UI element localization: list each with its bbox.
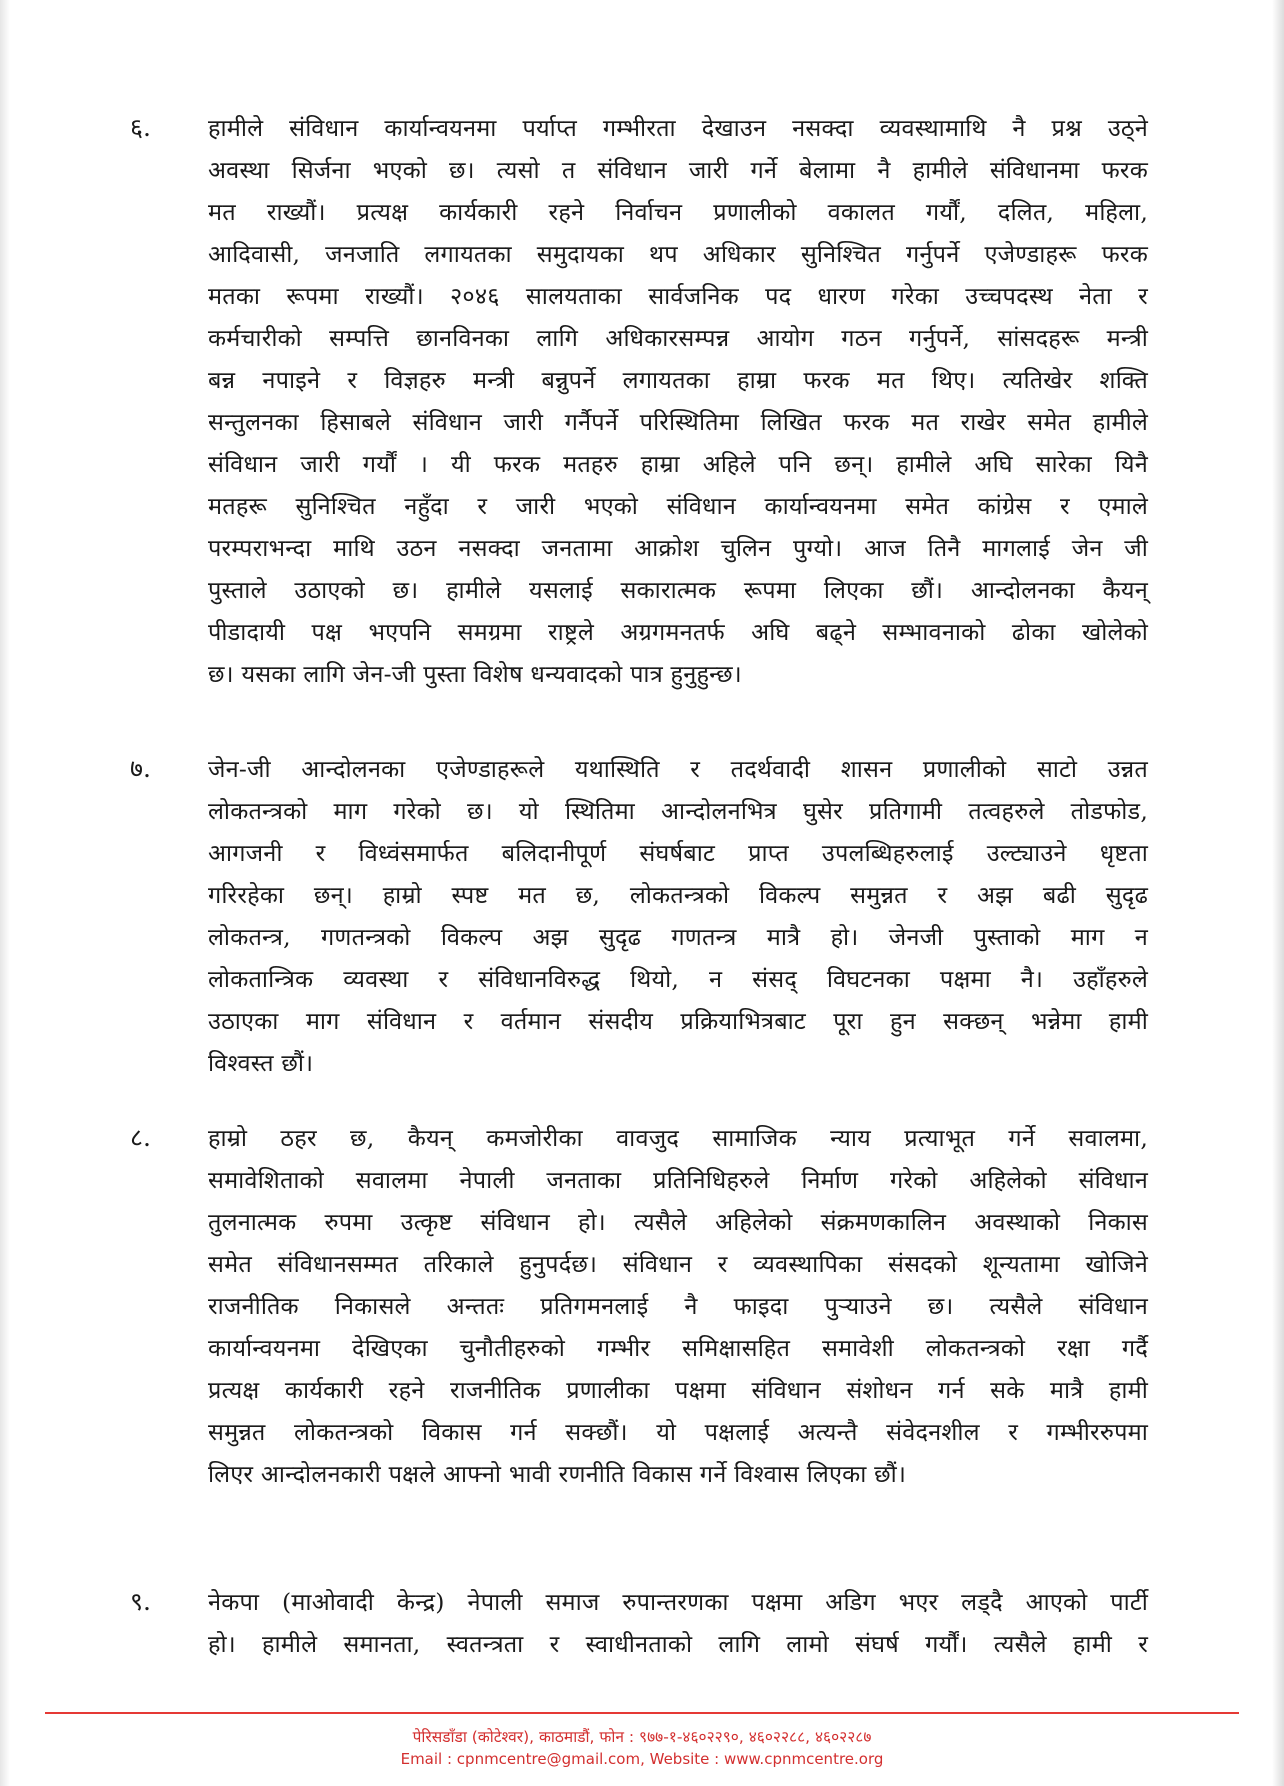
paragraph-line: समावेशिताको सवालमा नेपाली जनताका प्रतिनिधिहरुले निर्माण गरेको अहिलेको संविधान: [208, 1166, 1148, 1194]
paragraph-line: पुस्ताले उठाएको छ। हामीले यसलाई सकारात्मक रूपमा लिएका छौं। आन्दोलनका कैयन्: [208, 576, 1148, 604]
paragraph-line: अवस्था सिर्जना भएको छ। त्यसो त संविधान जारी गर्ने बेलामा नै हामीले संविधानमा फरक: [208, 156, 1148, 184]
paragraph-line: कर्मचारीको सम्पत्ति छानविनका लागि अधिकारसम्पन्न आयोग गठन गर्नुपर्ने, सांसदहरू मन्त्री: [208, 324, 1148, 352]
paragraph-line: लोकतन्त्र, गणतन्त्रको विकल्प अझ सुदृढ गणतन्त्र मात्रै हो। जेनजी पुस्ताको माग न: [208, 923, 1148, 951]
paragraph-line: जेन-जी आन्दोलनका एजेण्डाहरूले यथास्थिति र तदर्थवादी शासन प्रणालीको साटो उन्नत: [208, 755, 1148, 783]
section-paragraph: [208, 1117, 1148, 1495]
paragraph-line: लोकतन्त्रको माग गरेको छ। यो स्थितिमा आन्दोलनभित्र घुसेर प्रतिगामी तत्वहरुले तोडफोड,: [208, 797, 1148, 825]
paragraph-line: गरिरहेका छन्। हाम्रो स्पष्ट मत छ, लोकतन्त्रको विकल्प समुन्नत र अझ बढी सुदृढ: [208, 881, 1148, 909]
letterhead-footer: [0, 1726, 1284, 1770]
paragraph-line: नेकपा (माओवादी केन्द्र) नेपाली समाज रुपान्तरणका पक्षमा अडिग भएर लड्दै आएको पार्टी: [208, 1588, 1148, 1616]
paragraph-line: समुन्नत लोकतन्त्रको विकास गर्न सक्छौं। यो पक्षलाई अत्यन्तै संवेदनशील र गम्भीररुपमा: [208, 1418, 1148, 1446]
paragraph-line: बन्न नपाइने र विज्ञहरु मन्त्री बन्नुपर्ने लगायतका हाम्रा फरक मत थिए। त्यतिखेर शक्ति: [208, 366, 1148, 394]
paragraph-line: लोकतान्त्रिक व्यवस्था र संविधानविरुद्ध थियो, न संसद् विघटनका पक्षमा नै। उहाँहरुले: [208, 965, 1148, 993]
paragraph-line: आगजनी र विध्वंसमार्फत बलिदानीपूर्ण संघर्षबाट प्राप्त उपलब्धिहरुलाई उल्ट्याउने धृष्टता: [208, 839, 1148, 867]
paragraph-line: हाम्रो ठहर छ, कैयन् कमजोरीका वावजुद सामाजिक न्याय प्रत्याभूत गर्ने सवालमा,: [208, 1124, 1148, 1152]
footer-contact: Email : cpnmcentre@gmail.com, Website : www.cpnmcentre.org: [400, 1750, 884, 1768]
paragraph-line: परम्पराभन्दा माथि उठन नसक्दा जनतामा आक्रोश चुलिन पुग्यो। आज तिनै मागलाई जेन जी: [208, 534, 1148, 562]
paragraph-line: लिएर आन्दोलनकारी पक्षले आफ्नो भावी रणनीति विकास गर्ने विश्वास लिएका छौं।: [208, 1460, 907, 1488]
section-number: ९.: [130, 1587, 151, 1616]
paragraph-line: हामीले संविधान कार्यान्वयनमा पर्याप्त गम्भीरता देखाउन नसक्दा व्यवस्थामाथि नै प्रश्न उठ्ने: [208, 114, 1148, 142]
paragraph-line: समेत संविधानसम्मत तरिकाले हुनुपर्दछ। संविधान र व्यवस्थापिका संसदको शून्यतामा खोजिने: [208, 1250, 1148, 1278]
paragraph-line: छ। यसका लागि जेन-जी पुस्ता विशेष धन्यवादको पात्र हुनुहुन्छ।: [208, 660, 742, 688]
section-paragraph: [208, 107, 1148, 695]
paragraph-line: मत राख्यौं। प्रत्यक्ष कार्यकारी रहने निर्वाचन प्रणालीको वकालत गर्यौं, दलित, महिला,: [208, 198, 1148, 226]
paragraph-line: कार्यान्वयनमा देखिएका चुनौतीहरुको गम्भीर समिक्षासहित समावेशी लोकतन्त्रको रक्षा गर्दै: [208, 1334, 1148, 1362]
paragraph-line: पीडादायी पक्ष भएपनि समग्रमा राष्ट्रले अग्रगमनतर्फ अघि बढ्ने सम्भावनाको ढोका खोलेको: [208, 618, 1148, 646]
paragraph-line: राजनीतिक निकासले अन्ततः प्रतिगमनलाई नै फाइदा पुऱ्याउने छ। त्यसैले संविधान: [208, 1292, 1148, 1320]
paragraph-line: तुलनात्मक रुपमा उत्कृष्ट संविधान हो। त्यसैले अहिलेको संक्रमणकालिन अवस्थाको निकास: [208, 1208, 1148, 1236]
paragraph-line: प्रत्यक्ष कार्यकारी रहने राजनीतिक प्रणालीका पक्षमा संविधान संशोधन गर्न सके मात्रै हामी: [208, 1376, 1148, 1404]
section-number: ८.: [130, 1123, 151, 1152]
paragraph-line: आदिवासी, जनजाति लगायतका समुदायका थप अधिकार सुनिश्चित गर्नुपर्ने एजेण्डाहरू फरक: [208, 240, 1148, 268]
paragraph-line: संविधान जारी गर्यौं । यी फरक मतहरु हाम्रा अहिले पनि छन्। हामीले अघि सारेका यिनै: [208, 450, 1148, 478]
section-paragraph: [208, 748, 1148, 1084]
paragraph-line: हो। हामीले समानता, स्वतन्त्रता र स्वाधीनताको लागि लामो संघर्ष गर्यौं। त्यसैले हामी र: [208, 1630, 1148, 1658]
paragraph-line: विश्वस्त छौं।: [208, 1049, 314, 1077]
paragraph-line: उठाएका माग संविधान र वर्तमान संसदीय प्रक्रियाभित्रबाट पूरा हुन सक्छन् भन्नेमा हामी: [208, 1007, 1148, 1035]
section-number: ७.: [130, 754, 151, 783]
paragraph-line: सन्तुलनका हिसाबले संविधान जारी गर्नैपर्ने परिस्थितिमा लिखित फरक मत राखेर समेत हामीले: [208, 408, 1148, 436]
footer-divider: [45, 1712, 1239, 1714]
footer-address: पेरिसडाँडा (कोटेश्वर), काठमाडौं, फोन : ९७७-१-४६०२२९०, ४६०२२८८, ४६०२२८७: [412, 1728, 872, 1746]
paragraph-line: मतहरू सुनिश्चित नहुँदा र जारी भएको संविधान कार्यान्वयनमा समेत कांग्रेस र एमाले: [208, 492, 1148, 520]
paragraph-line: मतका रूपमा राख्यौं। २०४६ सालयताका सार्वजनिक पद धारण गरेका उच्चपदस्थ नेता र: [208, 282, 1148, 310]
section-number: ६.: [130, 113, 151, 142]
section-paragraph: [208, 1581, 1148, 1665]
